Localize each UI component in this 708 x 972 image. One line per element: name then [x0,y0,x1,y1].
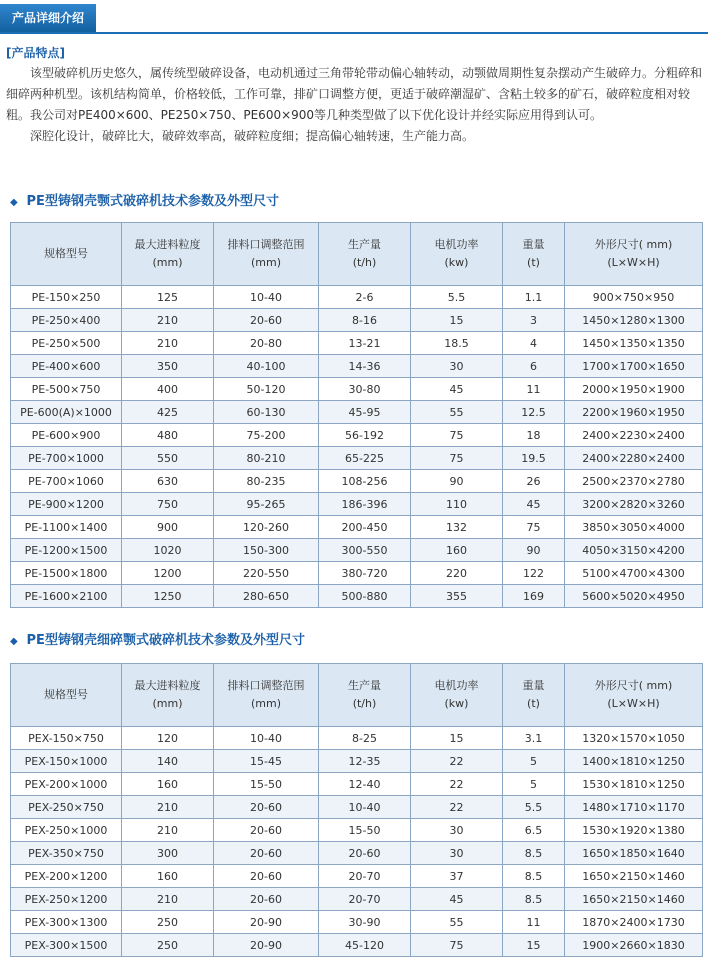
table-cell: PE-1100×1400 [11,516,122,539]
table-cell: 14-36 [319,355,411,378]
table-row [11,865,703,888]
table-cell: 220-550 [214,562,319,585]
column-header [214,223,319,286]
column-header-line: 生产量 [348,238,381,251]
product-detail-tab[interactable]: 产品详细介绍 [0,4,96,32]
column-header [565,664,703,727]
table-cell: 122 [503,562,565,585]
table-cell: 1450×1350×1350 [565,332,703,355]
table-cell: 2400×2280×2400 [565,447,703,470]
table-cell: 40-100 [214,355,319,378]
table-cell: 108-256 [319,470,411,493]
table-cell: 20-90 [214,911,319,934]
table-cell: 20-60 [319,842,411,865]
table-cell: 1650×2150×1460 [565,888,703,911]
table-cell: 160 [122,865,214,888]
table-cell: 120 [122,727,214,750]
column-header-line: (mm) [152,256,183,269]
table-cell: 400 [122,378,214,401]
table-cell: 30-80 [319,378,411,401]
table-cell: 30 [411,842,503,865]
table-cell: 20-60 [214,842,319,865]
table-cell: 2200×1960×1950 [565,401,703,424]
table-cell: 1400×1810×1250 [565,750,703,773]
table-cell: 110 [411,493,503,516]
table-cell: 1530×1920×1380 [565,819,703,842]
table-cell: 75 [411,424,503,447]
table-cell: 6 [503,355,565,378]
table-cell: 210 [122,819,214,842]
column-header-line: (t/h) [352,256,377,269]
table-cell: 60-130 [214,401,319,424]
table-cell: 30 [411,355,503,378]
section1-title-text: PE型铸钢壳颚式破碎机技术参数及外型尺寸 [26,194,279,209]
features-paragraph-1: 该型破碎机历史悠久，属传统型破碎设备，电动机通过三角带轮带动偏心轴转动，动颚做周期性复杂摆动产生破碎力。分粗碎和细碎两种机型。该机结构简单，价格较低，工作可靠，排矿口调整方便，更适于破碎潮湿矿、含粘土较多的矿石，破碎粒度相对较粗。我公司对PE400×600、PE250×750、PE600×900等几种类型做了以下优化设计并经实际应用得到认可。 [6,66,703,122]
diamond-bullet-icon: ◆ [10,636,18,647]
table-cell: 425 [122,401,214,424]
table-cell: 50-120 [214,378,319,401]
column-header [122,664,214,727]
table-cell: 5100×4700×4300 [565,562,703,585]
table-cell: 300 [122,842,214,865]
table-cell: 160 [411,539,503,562]
table-cell: 1.1 [503,286,565,309]
table-cell: 5 [503,750,565,773]
table-cell: 1530×1810×1250 [565,773,703,796]
table-cell: PE-250×400 [11,309,122,332]
table-cell: 900×750×950 [565,286,703,309]
table-cell: 12-35 [319,750,411,773]
column-header-line: 电机功率 [434,238,479,251]
table-cell: 56-192 [319,424,411,447]
column-header [503,664,565,727]
table-cell: 210 [122,332,214,355]
table-cell: 20-60 [214,865,319,888]
table-cell: 8-16 [319,309,411,332]
table-cell: 45-120 [319,934,411,957]
table-cell: 6.5 [503,819,565,842]
table-cell: 1320×1570×1050 [565,727,703,750]
table-row [11,585,703,608]
table-row [11,888,703,911]
column-header [503,223,565,286]
column-header-line: 生产量 [348,679,381,692]
table-cell: 45 [411,888,503,911]
table-cell: 220 [411,562,503,585]
table-row [11,796,703,819]
table-cell: 20-60 [214,309,319,332]
table-cell: 355 [411,585,503,608]
table-row [11,934,703,957]
table-cell: 2500×2370×2780 [565,470,703,493]
table-cell: 380-720 [319,562,411,585]
table-cell: 20-80 [214,332,319,355]
table-cell: 80-235 [214,470,319,493]
table-cell: 1200 [122,562,214,585]
table-cell: 90 [411,470,503,493]
table-cell: 65-225 [319,447,411,470]
table-row [11,355,703,378]
table-cell: PEX-200×1000 [11,773,122,796]
column-header-line: 外形尺寸( mm) [594,238,673,251]
column-header [319,664,411,727]
column-header [411,664,503,727]
table-cell: 250 [122,911,214,934]
table-row [11,911,703,934]
table-cell: 45 [411,378,503,401]
table-cell: 8.5 [503,865,565,888]
table-cell: 2400×2230×2400 [565,424,703,447]
column-header-line: 重量 [522,238,545,251]
table-cell: 160 [122,773,214,796]
table-cell: 3 [503,309,565,332]
table-cell: 95-265 [214,493,319,516]
table-cell: 18 [503,424,565,447]
table-cell: 90 [503,539,565,562]
table-cell: 37 [411,865,503,888]
table-cell: 20-70 [319,865,411,888]
column-header [214,664,319,727]
table-cell: PEX-150×1000 [11,750,122,773]
column-header [319,223,411,286]
table-row [11,727,703,750]
table-row [11,539,703,562]
features-paragraph-2: 深腔化设计，破碎比大，破碎效率高，破碎粒度细；提高偏心轴转速，生产能力高。 [30,129,475,143]
table-cell: 15 [503,934,565,957]
table-cell: 8-25 [319,727,411,750]
table-cell: 1650×2150×1460 [565,865,703,888]
table-row [11,516,703,539]
table-cell: 550 [122,447,214,470]
table-row [11,562,703,585]
table-cell: 8.5 [503,842,565,865]
table-cell: 1450×1280×1300 [565,309,703,332]
table-cell: 11 [503,378,565,401]
table-cell: 15-45 [214,750,319,773]
column-header-line: 最大进料粒度 [134,679,201,692]
table-cell: PE-1600×2100 [11,585,122,608]
table-cell: 45 [503,493,565,516]
table-cell: 22 [411,796,503,819]
table-cell: 20-60 [214,796,319,819]
diamond-bullet-icon: ◆ [10,197,18,208]
table-cell: 11 [503,911,565,934]
table-cell: 3.1 [503,727,565,750]
table-cell: 900 [122,516,214,539]
table-cell: PEX-250×1200 [11,888,122,911]
column-header-line: (kw) [444,697,469,710]
table-cell: 2-6 [319,286,411,309]
section-tab-bar [0,4,708,34]
table-cell: 55 [411,911,503,934]
column-header-line: 电机功率 [434,679,479,692]
table-cell: 5 [503,773,565,796]
table-header-row [11,664,703,727]
table-cell: 75 [503,516,565,539]
table-cell: 22 [411,773,503,796]
table-cell: 15-50 [214,773,319,796]
table-cell: PE-1200×1500 [11,539,122,562]
table-cell: 5.5 [503,796,565,819]
table-cell: PE-700×1000 [11,447,122,470]
table-cell: 15-50 [319,819,411,842]
column-header [11,223,122,286]
table-row [11,750,703,773]
table-cell: PE-250×500 [11,332,122,355]
table-cell: 132 [411,516,503,539]
table-cell: 1250 [122,585,214,608]
pex-spec-table [10,663,703,957]
table-cell: 10-40 [319,796,411,819]
table-cell: 500-880 [319,585,411,608]
table-row [11,447,703,470]
table-cell: 1870×2400×1730 [565,911,703,934]
table-cell: 120-260 [214,516,319,539]
column-header-line: (mm) [250,256,281,269]
table-row [11,842,703,865]
table-cell: 1700×1700×1650 [565,355,703,378]
table-cell: 18.5 [411,332,503,355]
table-cell: 15 [411,309,503,332]
table-cell: 26 [503,470,565,493]
table-cell: PEX-350×750 [11,842,122,865]
column-header-line: (t) [527,256,540,269]
table-cell: 350 [122,355,214,378]
table-cell: 12.5 [503,401,565,424]
table-row [11,773,703,796]
table-cell: PEX-300×1300 [11,911,122,934]
table-cell: PEX-250×750 [11,796,122,819]
table-cell: 300-550 [319,539,411,562]
table-cell: 2000×1950×1900 [565,378,703,401]
table-cell: 186-396 [319,493,411,516]
table-cell: 15 [411,727,503,750]
table-cell: 250 [122,934,214,957]
table-row [11,332,703,355]
table-cell: 45-95 [319,401,411,424]
table-cell: PE-700×1060 [11,470,122,493]
table-cell: 13-21 [319,332,411,355]
table-cell: 10-40 [214,286,319,309]
table-cell: 80-210 [214,447,319,470]
table-cell: 8.5 [503,888,565,911]
table-cell: 30 [411,819,503,842]
table-cell: 750 [122,493,214,516]
column-header-line: (mm) [250,697,281,710]
table-cell: 55 [411,401,503,424]
column-header-line: (L×W×H) [607,697,660,710]
column-header-line: (L×W×H) [607,256,660,269]
table-cell: PE-150×250 [11,286,122,309]
table-cell: 75 [411,447,503,470]
table-cell: 1900×2660×1830 [565,934,703,957]
column-header [122,223,214,286]
table-cell: 12-40 [319,773,411,796]
table-cell: 5.5 [411,286,503,309]
table-cell: PE-400×600 [11,355,122,378]
table-cell: 200-450 [319,516,411,539]
section2-title [10,632,305,650]
table-cell: PEX-150×750 [11,727,122,750]
column-header-line: (t/h) [352,697,377,710]
table-cell: 19.5 [503,447,565,470]
column-header-line: 重量 [522,679,545,692]
table-cell: 480 [122,424,214,447]
table-row [11,424,703,447]
column-header-line: (t) [527,697,540,710]
table-cell: 3850×3050×4000 [565,516,703,539]
column-header-line: 规格型号 [44,247,88,260]
column-header-line: 外形尺寸( mm) [594,679,673,692]
table-cell: 5600×5020×4950 [565,585,703,608]
column-header-line: 排料口调整范围 [227,238,305,251]
column-header-line: (kw) [444,256,469,269]
table-row [11,378,703,401]
table-row [11,286,703,309]
table-row [11,309,703,332]
column-header-line: 规格型号 [44,688,88,701]
table-cell: 210 [122,796,214,819]
table-cell: 75-200 [214,424,319,447]
table-cell: PE-500×750 [11,378,122,401]
table-cell: 75 [411,934,503,957]
table-cell: 169 [503,585,565,608]
table-cell: 150-300 [214,539,319,562]
column-header-line: (mm) [152,697,183,710]
table-cell: 4050×3150×4200 [565,539,703,562]
table-cell: 1480×1710×1170 [565,796,703,819]
table-row [11,493,703,516]
column-header-line: 排料口调整范围 [227,679,305,692]
table-cell: 280-650 [214,585,319,608]
table-cell: 1650×1850×1640 [565,842,703,865]
table-cell: 10-40 [214,727,319,750]
table-cell: 20-70 [319,888,411,911]
table-cell: 210 [122,309,214,332]
product-features [6,44,702,147]
table-row [11,401,703,424]
table-cell: 20-90 [214,934,319,957]
features-heading: [产品特点] [6,46,65,60]
section2-title-text: PE型铸钢壳细碎颚式破碎机技术参数及外型尺寸 [26,633,305,648]
table-cell: 3200×2820×3260 [565,493,703,516]
table-cell: 30-90 [319,911,411,934]
table-cell: 140 [122,750,214,773]
table-cell: PEX-200×1200 [11,865,122,888]
column-header-line: 最大进料粒度 [134,238,201,251]
table-cell: 210 [122,888,214,911]
table-cell: PE-600×900 [11,424,122,447]
table-cell: PE-1500×1800 [11,562,122,585]
table-cell: PE-900×1200 [11,493,122,516]
table-cell: 20-60 [214,888,319,911]
column-header [411,223,503,286]
table-cell: PEX-300×1500 [11,934,122,957]
table-cell: 20-60 [214,819,319,842]
table-cell: PE-600(A)×1000 [11,401,122,424]
table-row [11,819,703,842]
pe-spec-table [10,222,703,608]
table-cell: 4 [503,332,565,355]
column-header [565,223,703,286]
table-header-row [11,223,703,286]
section1-title [10,193,279,211]
table-cell: 22 [411,750,503,773]
table-cell: 630 [122,470,214,493]
table-row [11,470,703,493]
table-cell: PEX-250×1000 [11,819,122,842]
column-header [11,664,122,727]
table-cell: 125 [122,286,214,309]
table-cell: 1020 [122,539,214,562]
